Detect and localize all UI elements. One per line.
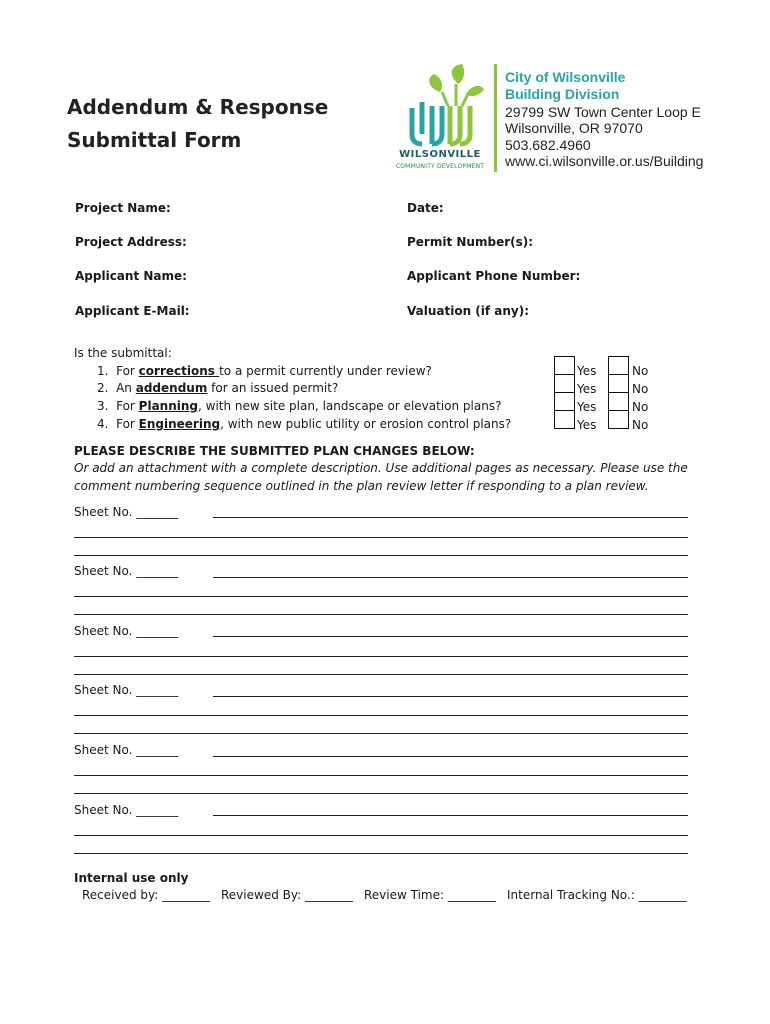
description-line[interactable] [74, 555, 688, 556]
description-line[interactable] [74, 793, 688, 794]
question-row: 2. An addendum for an issued permit? [97, 381, 339, 395]
yes-label: Yes [577, 400, 597, 414]
no-label: No [632, 364, 649, 378]
changes-heading: PLEASE DESCRIBE THE SUBMITTED PLAN CHANGES BELOW: [74, 444, 475, 458]
yes-label: Yes [577, 418, 597, 432]
no-checkbox-1[interactable] [608, 356, 629, 375]
changes-note-line2: comment numbering sequence outlined in the plan review letter if responding to a plan review. [74, 479, 649, 493]
phone: 503.682.4960 [505, 137, 591, 153]
description-line[interactable] [74, 537, 688, 538]
yes-checkbox-3[interactable] [554, 392, 575, 411]
question-row: 1. For corrections to a permit currently under review? [97, 364, 432, 378]
changes-note-line1: Or add an attachment with a complete description. Use additional pages as necessary. Please use the [74, 461, 688, 475]
description-line[interactable] [74, 596, 688, 597]
applicant-email-label: Applicant E-Mail: [75, 304, 190, 318]
form-title-line1: Addendum & Response [67, 95, 329, 119]
header-divider [494, 64, 497, 172]
form-title-line2: Submittal Form [67, 128, 242, 152]
project-address-label: Project Address: [75, 235, 187, 249]
description-line[interactable] [74, 674, 688, 675]
yes-checkbox-2[interactable] [554, 374, 575, 393]
project-name-label: Project Name: [75, 201, 171, 215]
internal-use-heading: Internal use only [74, 871, 189, 885]
description-line[interactable] [213, 756, 688, 757]
no-checkbox-2[interactable] [608, 374, 629, 393]
no-label: No [632, 400, 649, 414]
description-line[interactable] [213, 517, 688, 518]
sheet-no-label: Sheet No. _______ [74, 683, 179, 697]
sheet-no-label: Sheet No. _______ [74, 505, 179, 519]
sheet-no-label: Sheet No. _______ [74, 743, 179, 757]
reviewed-by-field: Reviewed By: ________ [221, 888, 353, 902]
date-label: Date: [407, 201, 444, 215]
address-line2: Wilsonville, OR 97070 [505, 120, 643, 136]
no-label: No [632, 382, 649, 396]
sheet-no-label: Sheet No. _______ [74, 803, 179, 817]
description-line[interactable] [74, 656, 688, 657]
description-line[interactable] [74, 853, 688, 854]
sheet-no-label: Sheet No. _______ [74, 624, 179, 638]
org-name: City of Wilsonville [505, 69, 626, 85]
applicant-phone-label: Applicant Phone Number: [407, 269, 581, 283]
received-by-field: Received by: ________ [82, 888, 211, 902]
valuation-label: Valuation (if any): [407, 304, 530, 318]
sheet-no-label: Sheet No. _______ [74, 564, 179, 578]
yes-checkbox-1[interactable] [554, 356, 575, 375]
review-time-field: Review Time: ________ [364, 888, 496, 902]
website: www.ci.wilsonville.or.us/Building [505, 153, 704, 169]
no-label: No [632, 418, 649, 432]
address-line1: 29799 SW Town Center Loop E [505, 104, 701, 120]
permit-numbers-label: Permit Number(s): [407, 235, 534, 249]
yes-label: Yes [577, 382, 597, 396]
applicant-name-label: Applicant Name: [75, 269, 187, 283]
logo-text-main: WILSONVILLE [399, 149, 481, 160]
description-line[interactable] [213, 696, 688, 697]
description-line[interactable] [74, 715, 688, 716]
description-line[interactable] [74, 614, 688, 615]
question-row: 3. For Planning, with new site plan, landscape or elevation plans? [97, 399, 502, 413]
wilsonville-logo [388, 62, 492, 174]
yes-checkbox-4[interactable] [554, 410, 575, 429]
org-division: Building Division [505, 86, 620, 102]
question-row: 4. For Engineering, with new public utility or erosion control plans? [97, 417, 512, 431]
description-line[interactable] [213, 636, 688, 637]
tracking-no-field: Internal Tracking No.: ________ [507, 888, 687, 902]
yes-label: Yes [577, 364, 597, 378]
description-line[interactable] [213, 577, 688, 578]
description-line[interactable] [74, 733, 688, 734]
description-line[interactable] [74, 775, 688, 776]
description-line[interactable] [74, 835, 688, 836]
logo-text-sub: COMMUNITY DEVELOPMENT [395, 163, 485, 170]
no-checkbox-3[interactable] [608, 392, 629, 411]
description-line[interactable] [213, 815, 688, 816]
no-checkbox-4[interactable] [608, 410, 629, 429]
submittal-question-intro: Is the submittal: [74, 346, 172, 360]
